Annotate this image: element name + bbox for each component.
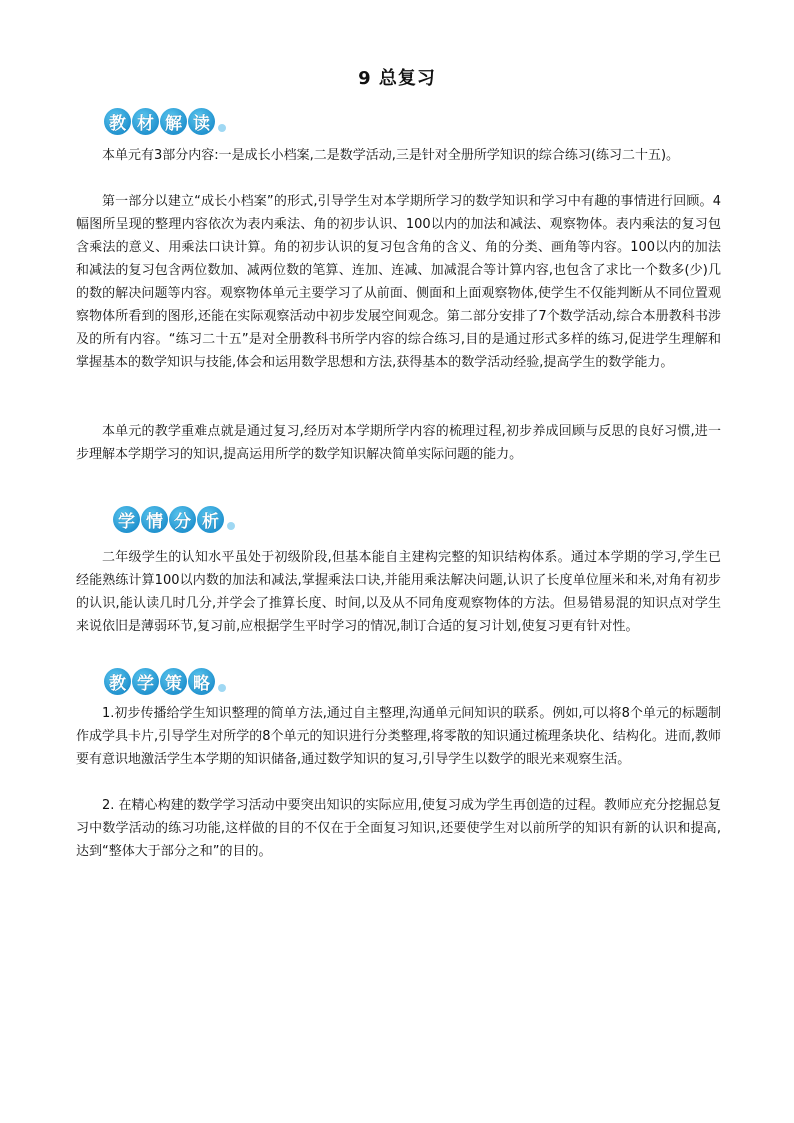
paragraph: 二年级学生的认知水平虽处于初级阶段,但基本能自主建构完整的知识结构体系。通过本学期的学习,学生已经能熟练计算100以内数的加法和减法,掌握乘法口诀,并能用乘法解决问题,认识了长度单位厘米和米,对角有初步的认识,能认读几时几分,并学会了推算长度、时间,以及从不同角度观察物体的方法。但易错易混的知识点对学生来说依旧是薄弱环节,复习前,应根据学生平时学习的情况,制订合适的复习计划,使复习更有针对性。 bbox=[76, 550, 721, 634]
section-heading-jiaocai bbox=[104, 104, 226, 138]
heading-char: 教 bbox=[104, 668, 131, 695]
paragraph: 本单元有3部分内容:一是成长小档案,二是数学活动,三是针对全册所学知识的综合练习(练习二十五)。 bbox=[102, 148, 680, 163]
heading-char: 策 bbox=[160, 668, 187, 695]
heading-char: 情 bbox=[141, 506, 168, 533]
heading-decoration bbox=[218, 684, 226, 692]
heading-char: 教 bbox=[104, 108, 131, 135]
paragraph: 1.初步传播给学生知识整理的简单方法,通过自主整理,沟通单元间知识的联系。例如,可以将8个单元的标题制作成学具卡片,引导学生对所学的8个单元的知识进行分类整理,将零散的知识通过梳理条块化、结构化。进而,教师要有意识地激活学生本学期的知识储备,通过数学知识的复习,引导学生以数学的眼光来观察生活。 bbox=[76, 706, 721, 767]
heading-char: 析 bbox=[197, 506, 224, 533]
section-heading-celue bbox=[104, 664, 226, 698]
heading-char: 学 bbox=[132, 668, 159, 695]
paragraph: 本单元的教学重难点就是通过复习,经历对本学期所学内容的梳理过程,初步养成回顾与反思的良好习惯,进一步理解本学期学习的知识,提高运用所学的数学知识解决简单实际问题的能力。 bbox=[76, 424, 721, 462]
heading-char: 解 bbox=[160, 108, 187, 135]
heading-decoration bbox=[218, 124, 226, 132]
paragraph: 2. 在精心构建的数学学习活动中要突出知识的实际应用,使复习成为学生再创造的过程。教师应充分挖掘总复习中数学活动的练习功能,这样做的目的不仅在于全面复习知识,还要使学生对以前所学的知识有新的认识和提高,达到“整体大于部分之和”的目的。 bbox=[76, 798, 721, 859]
heading-char: 分 bbox=[169, 506, 196, 533]
heading-decoration bbox=[227, 522, 235, 530]
paragraph: 第一部分以建立“成长小档案”的形式,引导学生对本学期所学习的数学知识和学习中有趣的事情进行回顾。4幅图所呈现的整理内容依次为表内乘法、角的初步认识、100以内的加法和减法、观察物体。表内乘法的复习包含乘法的意义、用乘法口诀计算。角的初步认识的复习包含角的含义、角的分类、画角等内容。100以内的加法和减法的复习包含两位数加、减两位数的笔算、连加、连减、加减混合等计算内容,也包含了求比一个数多(少)几的数的解决问题等内容。观察物体单元主要学习了从前面、侧面和上面观察物体,使学生不仅能判断从不同位置观察物体所看到的图形,还能在实际观察活动中初步发展空间观念。第二部分安排了7个数学活动,综合本册教科书涉及的所有内容。“练习二十五”是对全册教科书所学内容的综合练习,目的是通过形式多样的练习,促进学生理解和掌握基本的数学知识与技能,体会和运用数学思想和方法,获得基本的数学活动经验,提高学生的数学能力。 bbox=[76, 194, 721, 370]
heading-char: 学 bbox=[113, 506, 140, 533]
page-title: 9 总复习 bbox=[358, 68, 436, 89]
heading-char: 材 bbox=[132, 108, 159, 135]
section-heading-xueqing bbox=[113, 502, 235, 536]
heading-char: 略 bbox=[188, 668, 215, 695]
heading-char: 读 bbox=[188, 108, 215, 135]
